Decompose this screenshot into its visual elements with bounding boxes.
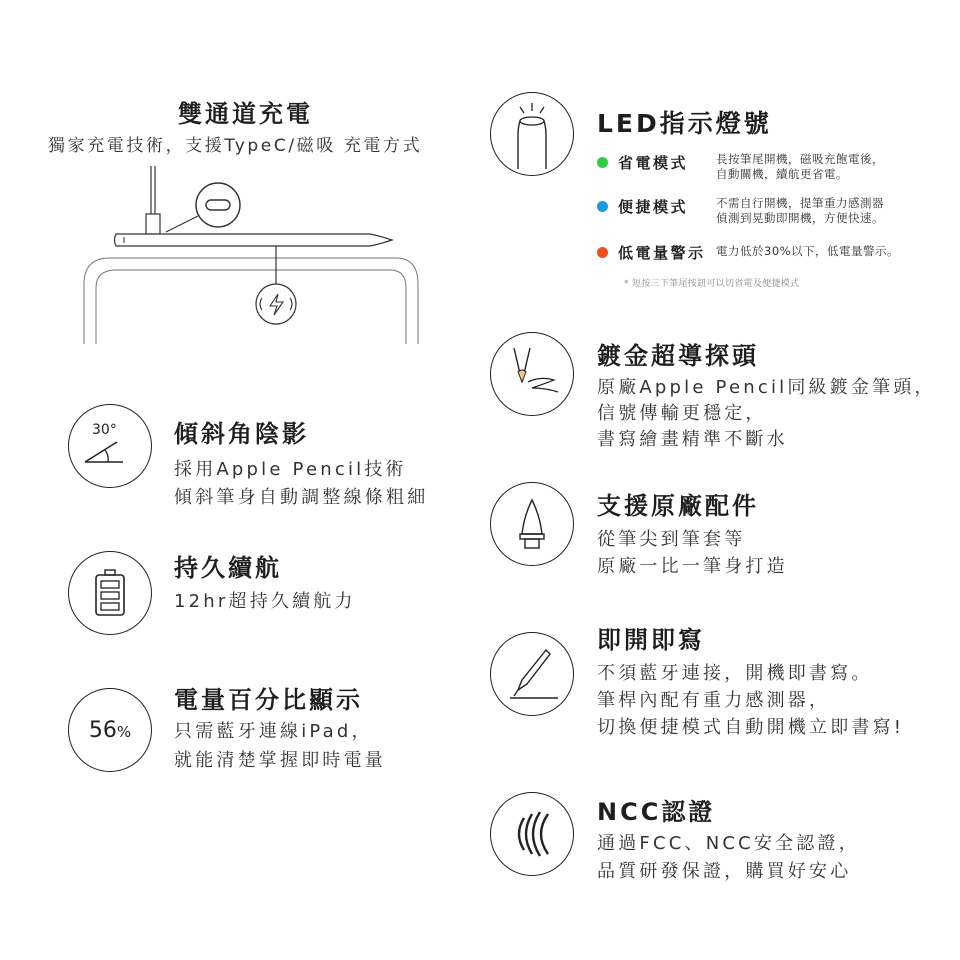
battery-line-1: 12hr超持久續航力 <box>174 591 356 612</box>
percent-badge-value: 56 <box>88 717 117 743</box>
accessories-title: 支援原廠配件 <box>597 492 759 520</box>
status-dot <box>597 157 608 168</box>
charging-title: 雙通道充電 <box>178 100 313 128</box>
tilt-line-2: 傾斜筆身自動調整線條粗細 <box>174 487 429 508</box>
instant-circle <box>490 632 574 716</box>
instant-title: 即開即寫 <box>597 626 705 654</box>
pen-writing-icon <box>502 644 562 704</box>
tilt-icon <box>68 404 152 488</box>
status-dot <box>597 201 608 212</box>
fingerprint-waves-icon <box>502 804 562 864</box>
led-mode-desc: 長按筆尾開機，磁吸充飽電後， 自動關機，續航更省電。 <box>716 152 884 181</box>
gold-circle <box>490 332 574 416</box>
percent-title: 電量百分比顯示 <box>174 686 363 714</box>
pencil-tip-icon <box>512 496 552 552</box>
gold-tip-drawing-icon <box>500 342 564 406</box>
led-circle <box>490 92 574 176</box>
led-note: * 短按三下筆尾按鈕可以切省電及便捷模式 <box>624 279 800 289</box>
percent-line-1: 只需藍牙連線iPad， <box>174 721 373 742</box>
led-mode-name: 低電量警示 <box>618 244 706 262</box>
led-mode-row <box>597 152 884 182</box>
charging-subtitle: 獨家充電技術，支援TypeC/磁吸 充電方式 <box>48 136 423 156</box>
tilt-title: 傾斜角陰影 <box>174 420 309 448</box>
led-mode-row <box>597 242 899 263</box>
led-mode-row <box>597 196 884 226</box>
gold-line-2: 信號傳輸更穩定， <box>597 403 767 424</box>
percent-badge-unit: % <box>116 723 132 741</box>
percent-badge-circle <box>68 688 152 772</box>
led-title: LED指示燈號 <box>597 109 772 138</box>
ncc-title: NCC認證 <box>597 798 716 826</box>
accessories-line-2: 原廠一比一筆身打造 <box>597 556 788 577</box>
percent-line-2: 就能清楚掌握即時電量 <box>174 750 386 771</box>
instant-line-2: 筆桿內配有重力感測器， <box>597 690 831 711</box>
ncc-line-2: 品質研發保證，購買好安心 <box>597 861 852 882</box>
instant-line-1: 不須藍牙連接，開機即書寫。 <box>597 663 873 684</box>
battery-icon <box>90 568 130 618</box>
tilt-badge: 30° <box>92 422 117 438</box>
led-mode-name: 便捷模式 <box>618 198 689 216</box>
gold-title: 鍍金超導探頭 <box>597 342 759 370</box>
led-mode-desc: 不需自行開機，提筆重力感測器 偵測到晃動即開機，方便快速。 <box>716 196 884 225</box>
status-dot <box>597 247 608 258</box>
accessories-circle <box>490 482 574 566</box>
accessories-line-1: 從筆尖到筆套等 <box>597 529 746 550</box>
pencil-tip-light-icon <box>502 99 562 169</box>
charging-illustration-icon <box>80 166 430 346</box>
instant-line-3: 切換便捷模式自動開機立即書寫! <box>597 717 905 738</box>
battery-circle <box>68 551 152 635</box>
ncc-circle <box>490 792 574 876</box>
tilt-line-1: 採用Apple Pencil技術 <box>174 459 407 480</box>
led-mode-name: 省電模式 <box>618 154 689 172</box>
gold-line-3: 書寫繪畫精準不斷水 <box>597 429 788 450</box>
ncc-line-1: 通過FCC、NCC安全認證， <box>597 833 860 854</box>
led-mode-desc: 電力低於30%以下，低電量警示。 <box>716 244 900 258</box>
gold-line-1: 原廠Apple Pencil同級鍍金筆頭， <box>597 377 936 398</box>
battery-title: 持久續航 <box>174 554 282 582</box>
